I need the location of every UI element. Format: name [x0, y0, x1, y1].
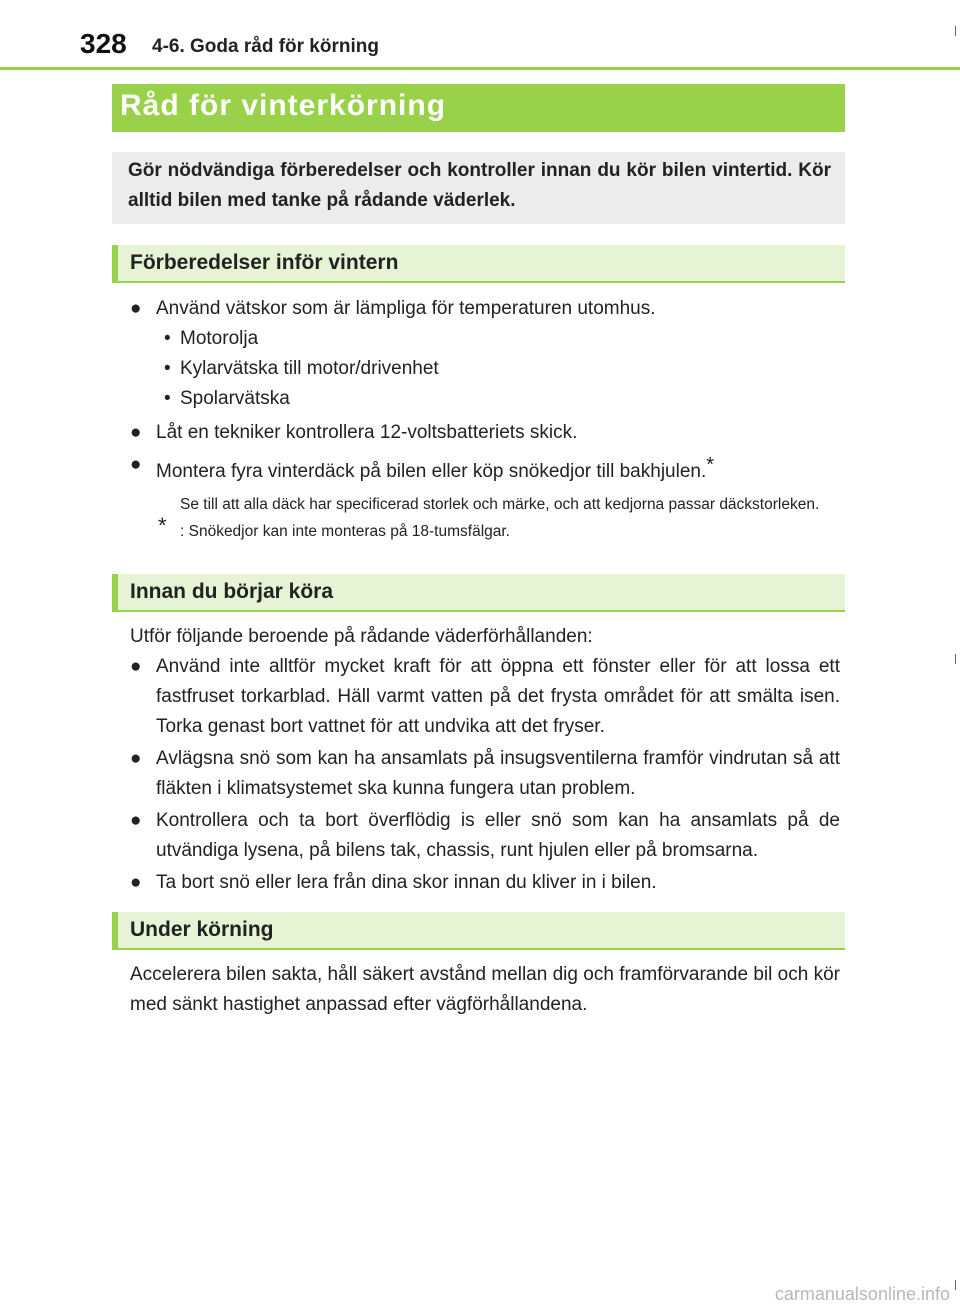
section-header-while-driving — [112, 912, 845, 950]
tire-note: Se till att alla däck har specificerad storlek och märke, och att kedjorna passar däckstorleken. — [180, 496, 820, 513]
header-rule — [0, 67, 960, 70]
crop-mark — [955, 654, 956, 664]
bullet-winter-tires-text: Montera fyra vinterdäck på bilen eller köp snökedjor till bakhjulen. — [156, 461, 707, 482]
crop-mark — [955, 26, 956, 36]
bullet-window-force: ● Använd inte alltför mycket kraft för att öppna ett fönster eller för att lossa ett fastfruset torkarblad. Häll varmt vatten på det frysta området för att smälta isen. Torka genast bort vattnet för att undvika att det fryser. — [130, 652, 840, 742]
before-driving-lead: Utför följande beroende på rådande väderförhållanden: — [130, 626, 593, 647]
section-header-before-driving — [112, 574, 845, 612]
while-driving-text: Accelerera bilen sakta, håll säkert avstånd mellan dig och framförvarande bil och kör med sänkt hastighet anpassad efter vägförhållandena. — [130, 964, 840, 1015]
main-title: Råd för vinterkörning — [120, 89, 447, 122]
sub-item-coolant: • Kylarvätska till motor/drivenhet — [130, 354, 840, 384]
section-header-winter-prep — [112, 245, 845, 283]
bullet-air-intake: ● Avlägsna snö som kan ha ansamlats på insugsventilerna framför vindrutan så att fläkten i klimatsystemet ska kunna fungera utan problem. — [130, 744, 840, 804]
watermark: carmanualsonline.info — [774, 1284, 950, 1304]
intro-box — [112, 152, 845, 224]
bullet-battery: ● Låt en tekniker kontrollera 12-voltsbatteriets skick. — [130, 418, 840, 448]
main-title-bar — [112, 84, 845, 132]
footnote-marker: * — [706, 454, 715, 476]
section-title: Förberedelser inför vintern — [130, 251, 399, 274]
before-driving-content — [130, 622, 840, 898]
winter-prep-content — [130, 294, 840, 543]
section-title: Innan du börjar köra — [130, 580, 334, 603]
footnote-star: * — [158, 513, 167, 538]
bullet-remove-ice: ● Kontrollera och ta bort överflödig is eller snö som kan ha ansamlats på de utvändiga lysena, på bilens tak, chassis, runt hjulen eller på bromsarna. — [130, 806, 840, 866]
sub-item-engine-oil: • Motorolja — [130, 324, 840, 354]
footnote-text: : Snökedjor kan inte monteras på 18-tumsfälgar. — [180, 523, 510, 540]
section-title: Under körning — [130, 918, 274, 941]
crop-mark — [955, 1280, 956, 1290]
sub-item-washer-fluid: • Spolarvätska — [130, 384, 840, 414]
page-number: 328 — [80, 28, 127, 59]
while-driving-content — [130, 960, 840, 1020]
intro-text: Gör nödvändiga förberedelser och kontroller innan du kör bilen vintertid. Kör alltid bilen med tanke på rådande väderlek. — [128, 160, 831, 211]
chapter-title: 4-6. Goda råd för körning — [152, 36, 379, 57]
footnote — [130, 513, 840, 543]
bullet-winter-tires — [130, 450, 840, 487]
bullet-shoes: ● Ta bort snö eller lera från dina skor innan du kliver in i bilen. — [130, 868, 840, 898]
bullet-fluids: ● Använd vätskor som är lämpliga för temperaturen utomhus. — [130, 294, 840, 324]
